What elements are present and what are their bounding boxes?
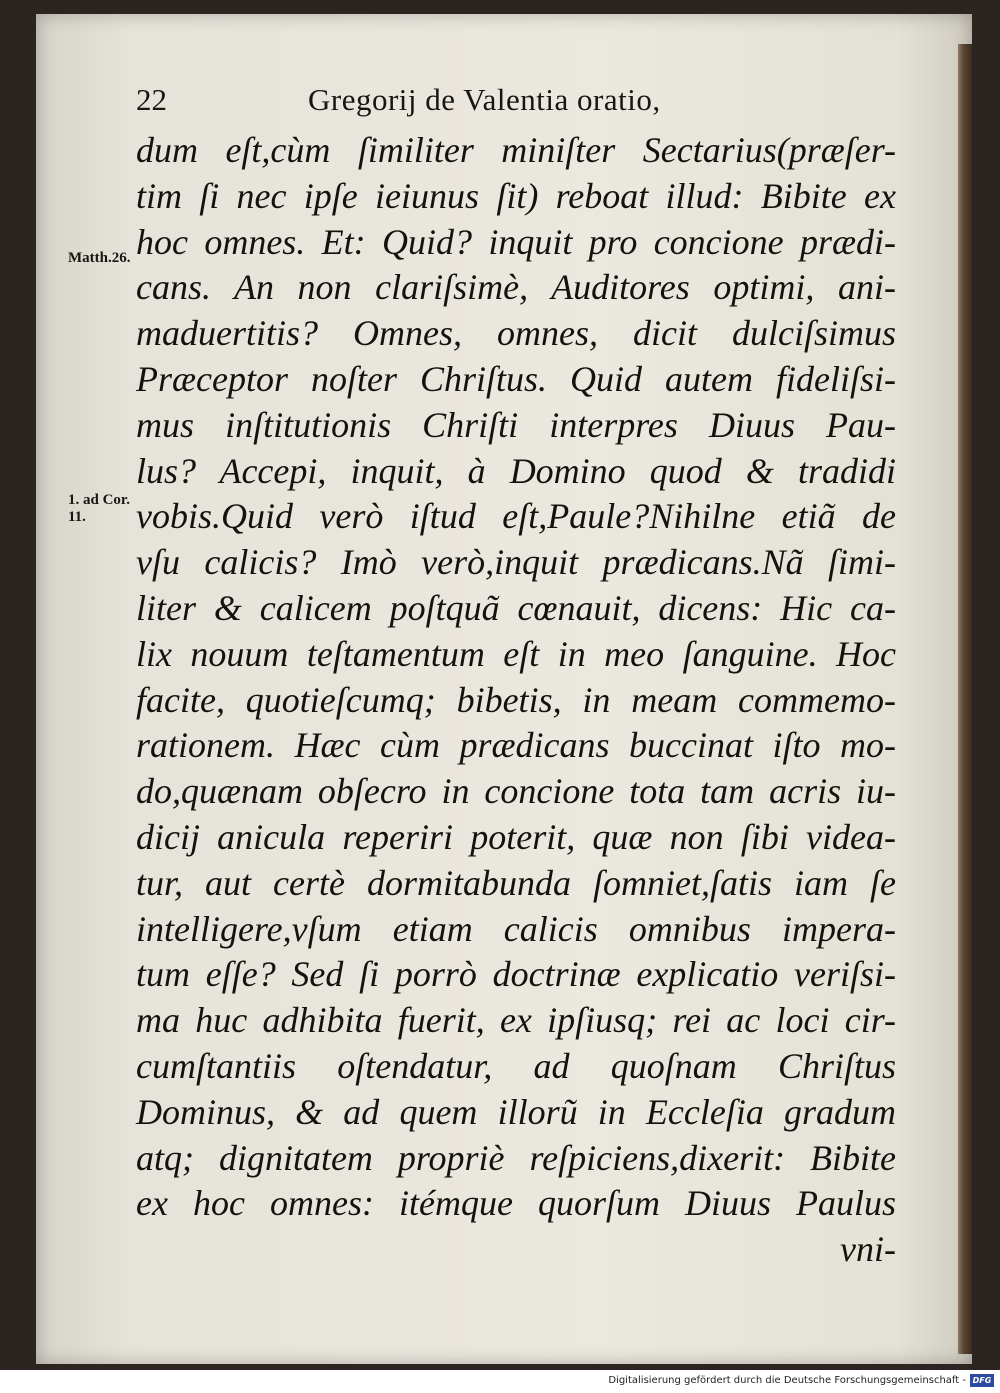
- running-title: Gregorij de Valentia oratio,: [308, 82, 661, 117]
- text-line: dicij anicula reperiri poterit, quæ non ſibi videa-: [136, 816, 896, 857]
- page-header: [136, 82, 836, 122]
- catchword: vni-: [840, 1229, 896, 1270]
- text-line: cumſtantiis oſtendatur, ad quoſnam Chriſtus: [136, 1045, 896, 1086]
- text-line: liter & calicem poſtquã cœnauit, dicens: Hic ca-: [136, 587, 896, 628]
- text-line: tim ſi nec ipſe ieiunus ſit) reboat illud: Bibite ex: [136, 175, 896, 216]
- text-line: vſu calicis? Imò verò,inquit prædicans.Nã ſimi-: [136, 542, 896, 583]
- page-gutter-edge: [958, 44, 972, 1354]
- text-line: vobis.Quid verò iſtud eſt,Paule?Nihilne etiã de: [136, 496, 896, 537]
- dfg-logo-icon: DFG: [970, 1374, 994, 1387]
- text-line: lus? Accepi, inquit, à Domino quod & tradidi: [136, 450, 896, 491]
- text-line: cans. An non clariſsimè, Auditores optimi, ani-: [136, 267, 896, 308]
- text-line: do,quænam obſecro in concione tota tam acris iu-: [136, 771, 896, 812]
- text-line: hoc omnes. Et: Quid? inquit pro concione prædi-: [136, 221, 896, 262]
- text-line: mus inſtitutionis Chriſti interpres Diuus Pau-: [136, 404, 896, 445]
- page-number: 22: [136, 82, 167, 117]
- margin-note-corinthians: 1. ad Cor.: [68, 492, 130, 508]
- text-line: Præceptor noſter Chriſtus. Quid autem fideliſsi-: [136, 358, 896, 399]
- text-line: tum eſſe? Sed ſi porrò doctrinæ explicatio veriſsi-: [136, 954, 896, 995]
- text-line: facite, quotieſcumq; bibetis, in meam commemo-: [136, 679, 896, 720]
- margin-note-matthew: Matth.26.: [68, 250, 131, 266]
- text-line: ma huc adhibita fuerit, ex ipſiusq; rei ac loci cir-: [136, 1000, 896, 1041]
- text-line: dum eſt,cùm ſimiliter miniſter Sectarius(præſer-: [136, 130, 896, 170]
- dfg-credit-text: Digitalisierung gefördert durch die Deutsche Forschungsgemeinschaft -: [608, 1375, 966, 1386]
- margin-note-corinthians-chapter: 11.: [68, 509, 86, 525]
- text-line: lix nouum teſtamentum eſt in meo ſanguine. Hoc: [136, 633, 896, 674]
- body-text: [136, 128, 896, 1273]
- footer-bar: [0, 1370, 1000, 1393]
- text-line: rationem. Hæc cùm prædicans buccinat iſto mo-: [136, 725, 896, 766]
- text-line: atq; dignitatem propriè reſpiciens,dixerit: Bibite: [136, 1137, 896, 1178]
- text-line: tur, aut certè dormitabunda ſomniet,ſatis iam ſe: [136, 862, 896, 903]
- text-line: intelligere,vſum etiam calicis omnibus impera-: [136, 908, 896, 949]
- text-line: Dominus, & ad quem illorũ in Eccleſia gradum: [136, 1091, 896, 1132]
- text-line: ex hoc omnes: itémque quorſum Diuus Paulus: [136, 1183, 896, 1224]
- text-line: maduertitis? Omnes, omnes, dicit dulciſsimus: [136, 313, 896, 354]
